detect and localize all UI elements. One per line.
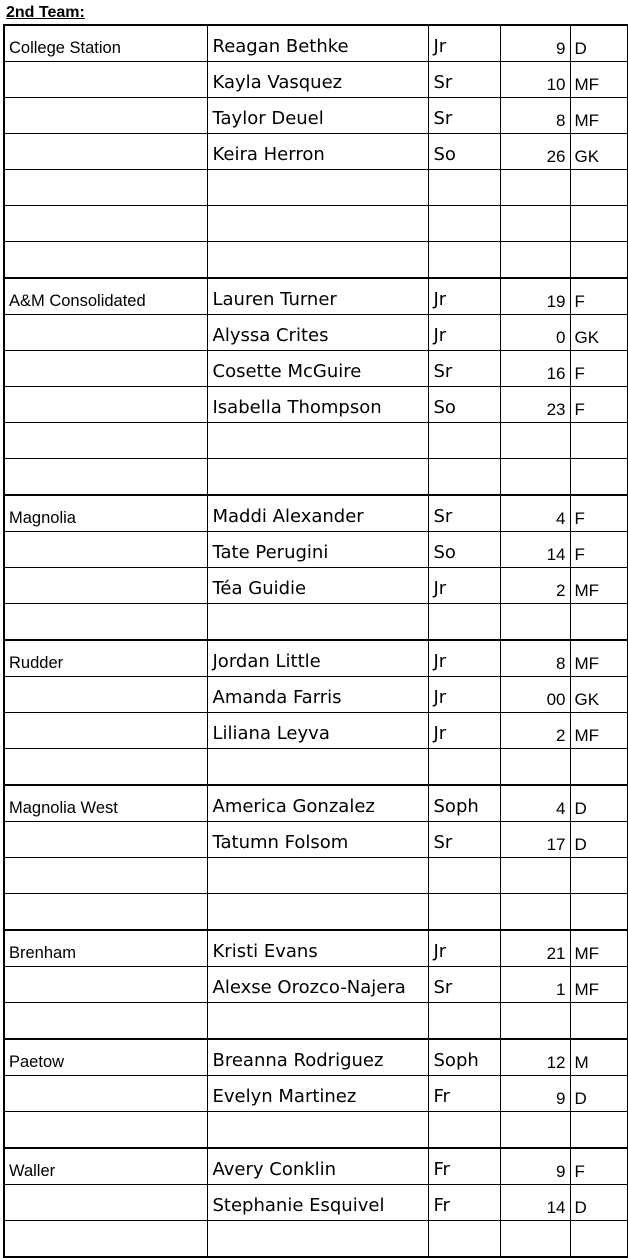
player-name-cell: Amanda Farris	[207, 677, 428, 713]
jersey-number-cell: 14	[500, 532, 570, 568]
class-year-cell	[428, 1003, 500, 1040]
position-cell: MF	[570, 568, 628, 604]
jersey-number-cell: 9	[500, 25, 570, 62]
player-name-cell: Tate Perugini	[207, 532, 428, 568]
player-name-cell	[207, 749, 428, 786]
player-name-cell	[207, 206, 428, 242]
position-cell	[570, 423, 628, 459]
position-cell: F	[570, 387, 628, 423]
school-cell-empty	[4, 459, 207, 496]
table-row	[4, 387, 628, 423]
player-name-cell: Cosette McGuire	[207, 351, 428, 387]
table-row	[4, 1112, 628, 1149]
jersey-number-cell	[500, 1003, 570, 1040]
jersey-number-cell	[500, 459, 570, 496]
player-name-cell: Jordan Little	[207, 640, 428, 677]
position-cell: GK	[570, 677, 628, 713]
school-cell-empty	[4, 62, 207, 98]
class-year-cell: Jr	[428, 315, 500, 351]
position-cell: GK	[570, 315, 628, 351]
school-cell-empty	[4, 858, 207, 894]
player-name-cell: Téa Guidie	[207, 568, 428, 604]
position-cell: F	[570, 532, 628, 568]
table-row	[4, 278, 628, 315]
table-row	[4, 62, 628, 98]
class-year-cell: Jr	[428, 568, 500, 604]
class-year-cell: Fr	[428, 1148, 500, 1185]
table-row	[4, 785, 628, 822]
table-row	[4, 677, 628, 713]
class-year-cell: So	[428, 134, 500, 170]
table-row	[4, 640, 628, 677]
jersey-number-cell	[500, 894, 570, 931]
player-name-cell: Liliana Leyva	[207, 713, 428, 749]
jersey-number-cell	[500, 858, 570, 894]
table-row	[4, 134, 628, 170]
table-row	[4, 532, 628, 568]
position-cell: D	[570, 1185, 628, 1221]
class-year-cell: Jr	[428, 278, 500, 315]
school-cell-empty	[4, 351, 207, 387]
class-year-cell	[428, 749, 500, 786]
position-cell: MF	[570, 713, 628, 749]
player-name-cell	[207, 423, 428, 459]
class-year-cell	[428, 170, 500, 206]
player-name-cell: Alyssa Crites	[207, 315, 428, 351]
class-year-cell	[428, 206, 500, 242]
class-year-cell: Soph	[428, 1039, 500, 1076]
player-name-cell: Reagan Bethke	[207, 25, 428, 62]
position-cell	[570, 749, 628, 786]
table-row	[4, 967, 628, 1003]
table-row	[4, 930, 628, 967]
jersey-number-cell	[500, 604, 570, 641]
jersey-number-cell: 2	[500, 713, 570, 749]
class-year-cell: Fr	[428, 1076, 500, 1112]
table-row	[4, 822, 628, 858]
position-cell	[570, 206, 628, 242]
school-cell-empty	[4, 315, 207, 351]
school-cell-empty	[4, 1112, 207, 1149]
player-name-cell	[207, 604, 428, 641]
position-cell	[570, 858, 628, 894]
school-name-cell: Magnolia West	[4, 785, 207, 822]
jersey-number-cell: 00	[500, 677, 570, 713]
jersey-number-cell: 26	[500, 134, 570, 170]
position-cell: GK	[570, 134, 628, 170]
table-row	[4, 459, 628, 496]
player-name-cell: Taylor Deuel	[207, 98, 428, 134]
table-row	[4, 568, 628, 604]
jersey-number-cell: 21	[500, 930, 570, 967]
school-cell-empty	[4, 749, 207, 786]
position-cell	[570, 1003, 628, 1040]
table-row	[4, 351, 628, 387]
position-cell: MF	[570, 640, 628, 677]
school-name-cell: Paetow	[4, 1039, 207, 1076]
school-cell-empty	[4, 677, 207, 713]
school-cell-empty	[4, 1003, 207, 1040]
player-name-cell	[207, 894, 428, 931]
jersey-number-cell	[500, 1112, 570, 1149]
jersey-number-cell	[500, 242, 570, 279]
position-cell	[570, 1221, 628, 1258]
jersey-number-cell: 14	[500, 1185, 570, 1221]
player-name-cell: Kristi Evans	[207, 930, 428, 967]
table-row	[4, 1076, 628, 1112]
jersey-number-cell	[500, 423, 570, 459]
class-year-cell: So	[428, 532, 500, 568]
class-year-cell: So	[428, 387, 500, 423]
jersey-number-cell: 9	[500, 1076, 570, 1112]
jersey-number-cell: 12	[500, 1039, 570, 1076]
jersey-number-cell	[500, 206, 570, 242]
position-cell: F	[570, 1148, 628, 1185]
table-row	[4, 858, 628, 894]
player-name-cell	[207, 1003, 428, 1040]
class-year-cell	[428, 242, 500, 279]
class-year-cell: Soph	[428, 785, 500, 822]
school-cell-empty	[4, 423, 207, 459]
school-cell-empty	[4, 894, 207, 931]
table-row	[4, 1148, 628, 1185]
table-row	[4, 242, 628, 279]
player-name-cell	[207, 459, 428, 496]
table-row	[4, 1003, 628, 1040]
jersey-number-cell	[500, 170, 570, 206]
position-cell	[570, 170, 628, 206]
class-year-cell	[428, 1112, 500, 1149]
class-year-cell	[428, 858, 500, 894]
class-year-cell: Sr	[428, 822, 500, 858]
school-cell-empty	[4, 1185, 207, 1221]
player-name-cell: Avery Conklin	[207, 1148, 428, 1185]
jersey-number-cell: 4	[500, 495, 570, 532]
jersey-number-cell: 2	[500, 568, 570, 604]
roster-table	[3, 24, 628, 1258]
jersey-number-cell: 9	[500, 1148, 570, 1185]
player-name-cell	[207, 1112, 428, 1149]
school-cell-empty	[4, 98, 207, 134]
jersey-number-cell: 0	[500, 315, 570, 351]
table-row	[4, 604, 628, 641]
position-cell: D	[570, 785, 628, 822]
school-name-cell: Magnolia	[4, 495, 207, 532]
class-year-cell: Sr	[428, 98, 500, 134]
table-row	[4, 894, 628, 931]
table-row	[4, 170, 628, 206]
school-cell-empty	[4, 1076, 207, 1112]
table-row	[4, 495, 628, 532]
player-name-cell: Lauren Turner	[207, 278, 428, 315]
position-cell: F	[570, 278, 628, 315]
school-cell-empty	[4, 568, 207, 604]
position-cell: F	[570, 495, 628, 532]
school-cell-empty	[4, 967, 207, 1003]
school-cell-empty	[4, 822, 207, 858]
player-name-cell: Stephanie Esquivel	[207, 1185, 428, 1221]
table-row	[4, 25, 628, 62]
position-cell: MF	[570, 62, 628, 98]
position-cell: D	[570, 25, 628, 62]
jersey-number-cell	[500, 749, 570, 786]
player-name-cell: America Gonzalez	[207, 785, 428, 822]
school-cell-empty	[4, 713, 207, 749]
jersey-number-cell: 1	[500, 967, 570, 1003]
class-year-cell: Fr	[428, 1185, 500, 1221]
player-name-cell: Isabella Thompson	[207, 387, 428, 423]
player-name-cell: Kayla Vasquez	[207, 62, 428, 98]
position-cell	[570, 604, 628, 641]
position-cell: D	[570, 822, 628, 858]
class-year-cell: Sr	[428, 351, 500, 387]
roster-body	[4, 25, 628, 1257]
player-name-cell	[207, 242, 428, 279]
position-cell: M	[570, 1039, 628, 1076]
player-name-cell: Evelyn Martinez	[207, 1076, 428, 1112]
position-cell: F	[570, 351, 628, 387]
jersey-number-cell: 4	[500, 785, 570, 822]
table-row	[4, 713, 628, 749]
school-name-cell: College Station	[4, 25, 207, 62]
player-name-cell: Tatumn Folsom	[207, 822, 428, 858]
jersey-number-cell: 8	[500, 640, 570, 677]
table-row	[4, 423, 628, 459]
table-row	[4, 1221, 628, 1258]
class-year-cell: Sr	[428, 967, 500, 1003]
school-name-cell: A&M Consolidated	[4, 278, 207, 315]
class-year-cell	[428, 894, 500, 931]
school-cell-empty	[4, 604, 207, 641]
player-name-cell	[207, 1221, 428, 1258]
position-cell: MF	[570, 98, 628, 134]
jersey-number-cell	[500, 1221, 570, 1258]
player-name-cell	[207, 170, 428, 206]
table-row	[4, 1185, 628, 1221]
class-year-cell	[428, 604, 500, 641]
school-cell-empty	[4, 170, 207, 206]
school-name-cell: Brenham	[4, 930, 207, 967]
player-name-cell: Alexse Orozco-Najera	[207, 967, 428, 1003]
jersey-number-cell: 19	[500, 278, 570, 315]
position-cell: MF	[570, 967, 628, 1003]
class-year-cell: Jr	[428, 640, 500, 677]
jersey-number-cell: 17	[500, 822, 570, 858]
school-cell-empty	[4, 134, 207, 170]
class-year-cell: Jr	[428, 25, 500, 62]
class-year-cell: Jr	[428, 930, 500, 967]
jersey-number-cell: 16	[500, 351, 570, 387]
jersey-number-cell: 10	[500, 62, 570, 98]
player-name-cell: Keira Herron	[207, 134, 428, 170]
school-cell-empty	[4, 532, 207, 568]
position-cell	[570, 1112, 628, 1149]
position-cell: MF	[570, 930, 628, 967]
table-row	[4, 98, 628, 134]
position-cell	[570, 242, 628, 279]
class-year-cell	[428, 423, 500, 459]
school-name-cell: Rudder	[4, 640, 207, 677]
position-cell	[570, 459, 628, 496]
table-row	[4, 1039, 628, 1076]
jersey-number-cell: 23	[500, 387, 570, 423]
table-row	[4, 315, 628, 351]
player-name-cell	[207, 858, 428, 894]
player-name-cell: Breanna Rodriguez	[207, 1039, 428, 1076]
class-year-cell	[428, 1221, 500, 1258]
table-row	[4, 749, 628, 786]
player-name-cell: Maddi Alexander	[207, 495, 428, 532]
class-year-cell	[428, 459, 500, 496]
position-cell	[570, 894, 628, 931]
page-title: 2nd Team:	[6, 4, 85, 21]
jersey-number-cell: 8	[500, 98, 570, 134]
school-cell-empty	[4, 1221, 207, 1258]
table-row	[4, 206, 628, 242]
class-year-cell: Sr	[428, 495, 500, 532]
class-year-cell: Jr	[428, 677, 500, 713]
class-year-cell: Jr	[428, 713, 500, 749]
position-cell: D	[570, 1076, 628, 1112]
school-cell-empty	[4, 242, 207, 279]
class-year-cell: Sr	[428, 62, 500, 98]
school-cell-empty	[4, 206, 207, 242]
school-cell-empty	[4, 387, 207, 423]
school-name-cell: Waller	[4, 1148, 207, 1185]
